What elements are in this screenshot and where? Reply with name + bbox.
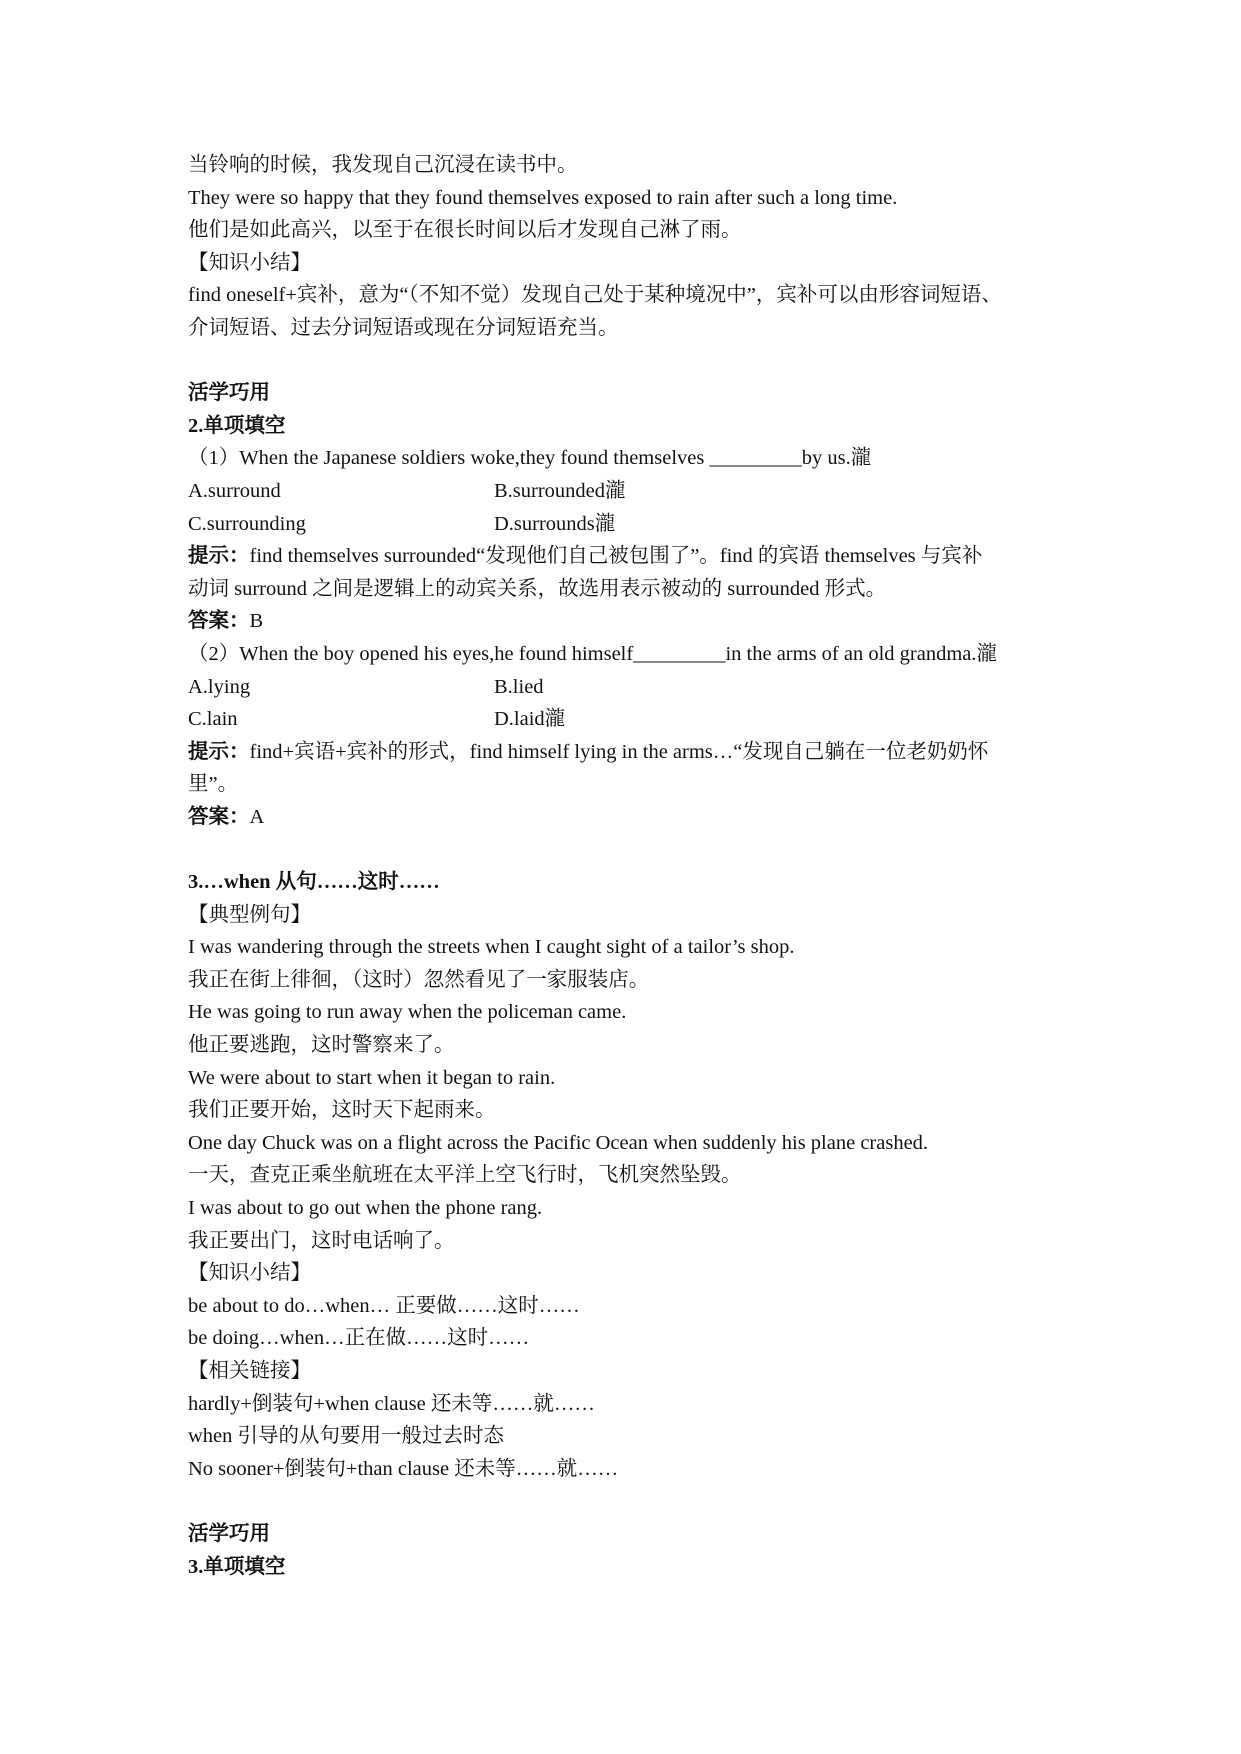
labeled-line: [188, 736, 1058, 769]
text-line: 【知识小结】: [188, 1262, 311, 1285]
text-line: 介词短语、过去分词短语或现在分词短语充当。: [188, 316, 619, 339]
line-text: find themselves surrounded“发现他们自己被包围了”。find 的宾语 themselves 与宾补: [249, 545, 983, 568]
text-line: find oneself+宾补，意为“（不知不觉）发现自己处于某种境况中”，宾补可以由形容词短语、: [188, 284, 1002, 307]
text-line: when 引导的从句要用一般过去时态: [188, 1425, 505, 1448]
answer-option: B.surrounded瀧: [494, 479, 626, 502]
text-line: hardly+倒装句+when clause 还未等……就……: [188, 1392, 595, 1415]
text-line: 【知识小结】: [188, 251, 311, 274]
section-heading: 2.单项填空: [188, 414, 286, 437]
text-line: 动词 surround 之间是逻辑上的动宾关系，故选用表示被动的 surrounded 形式。: [188, 577, 887, 600]
text-line: We were about to start when it began to rain.: [188, 1066, 556, 1089]
labeled-line: [188, 801, 1058, 834]
blank-line: [188, 1485, 1058, 1518]
section-heading: 3.单项填空: [188, 1555, 286, 1578]
blank-line: [188, 345, 1058, 378]
text-line: 他们是如此高兴，以至于在很长时间以后才发现自己淋了雨。: [188, 219, 742, 242]
text-line: They were so happy that they found themselves exposed to rain after such a long time.: [188, 186, 898, 209]
document-page: [188, 149, 1058, 1583]
answer-options-row: [188, 475, 1058, 508]
section-heading: 活学巧用: [188, 1522, 270, 1545]
answer-option: D.laid瀧: [494, 708, 566, 731]
text-line: 我正要出门，这时电话响了。: [188, 1229, 455, 1252]
text-line: 当铃响的时候，我发现自己沉浸在读书中。: [188, 154, 578, 176]
answer-options-row: [188, 508, 1058, 541]
line-label: 提示：: [188, 740, 250, 763]
answer-option: C.surrounding: [188, 512, 306, 535]
text-line: I was about to go out when the phone rang.: [188, 1197, 543, 1219]
line-label: 提示：: [188, 545, 250, 568]
line-label: 答案：: [188, 805, 250, 828]
text-line: I was wandering through the streets when I caught sight of a tailor’s shop.: [188, 936, 795, 959]
answer-option: A.surround: [188, 479, 281, 502]
text-line: No sooner+倒装句+than clause 还未等……就……: [188, 1457, 619, 1480]
text-line: 【典型例句】: [188, 903, 311, 926]
line-label: 答案：: [188, 610, 250, 633]
labeled-line: [188, 540, 1058, 573]
text-line: He was going to run away when the policeman came.: [188, 1001, 627, 1024]
text-line: （1）When the Japanese soldiers woke,they found themselves _________by us.瀧: [188, 447, 872, 470]
section-heading: 活学巧用: [188, 382, 270, 405]
answer-option: D.surrounds瀧: [494, 512, 616, 535]
text-line: 【相关链接】: [188, 1359, 311, 1382]
labeled-line: [188, 605, 1058, 638]
text-line: 里”。: [188, 773, 239, 796]
text-line: be doing…when…正在做……这时……: [188, 1327, 530, 1350]
answer-option: C.lain: [188, 708, 238, 731]
answer-option: B.lied: [494, 675, 544, 698]
text-line: （2）When the boy opened his eyes,he found himself_________in the arms of an old grandma.瀧: [188, 642, 998, 665]
answer-options-row: [188, 671, 1058, 704]
section-heading: 3.…when 从句……这时……: [188, 871, 440, 894]
answer-option: A.lying: [188, 675, 251, 698]
answer-options-row: [188, 703, 1058, 736]
text-line: 我正在街上徘徊，（这时）忽然看见了一家服装店。: [188, 968, 650, 991]
text-line: 我们正要开始，这时天下起雨来。: [188, 1099, 496, 1122]
text-line: be about to do…when… 正要做……这时……: [188, 1294, 580, 1317]
line-text: find+宾语+宾补的形式，find himself lying in the arms…“发现自己躺在一位老奶奶怀: [249, 740, 989, 763]
line-text: A: [249, 805, 265, 828]
text-line: 他正要逃跑，这时警察来了。: [188, 1034, 455, 1057]
blank-line: [188, 833, 1058, 866]
text-line: 一天，查克正乘坐航班在太平洋上空飞行时，飞机突然坠毁。: [188, 1164, 742, 1187]
text-line: One day Chuck was on a flight across the Pacific Ocean when suddenly his plane crashed.: [188, 1131, 929, 1154]
line-text: B: [249, 610, 264, 633]
